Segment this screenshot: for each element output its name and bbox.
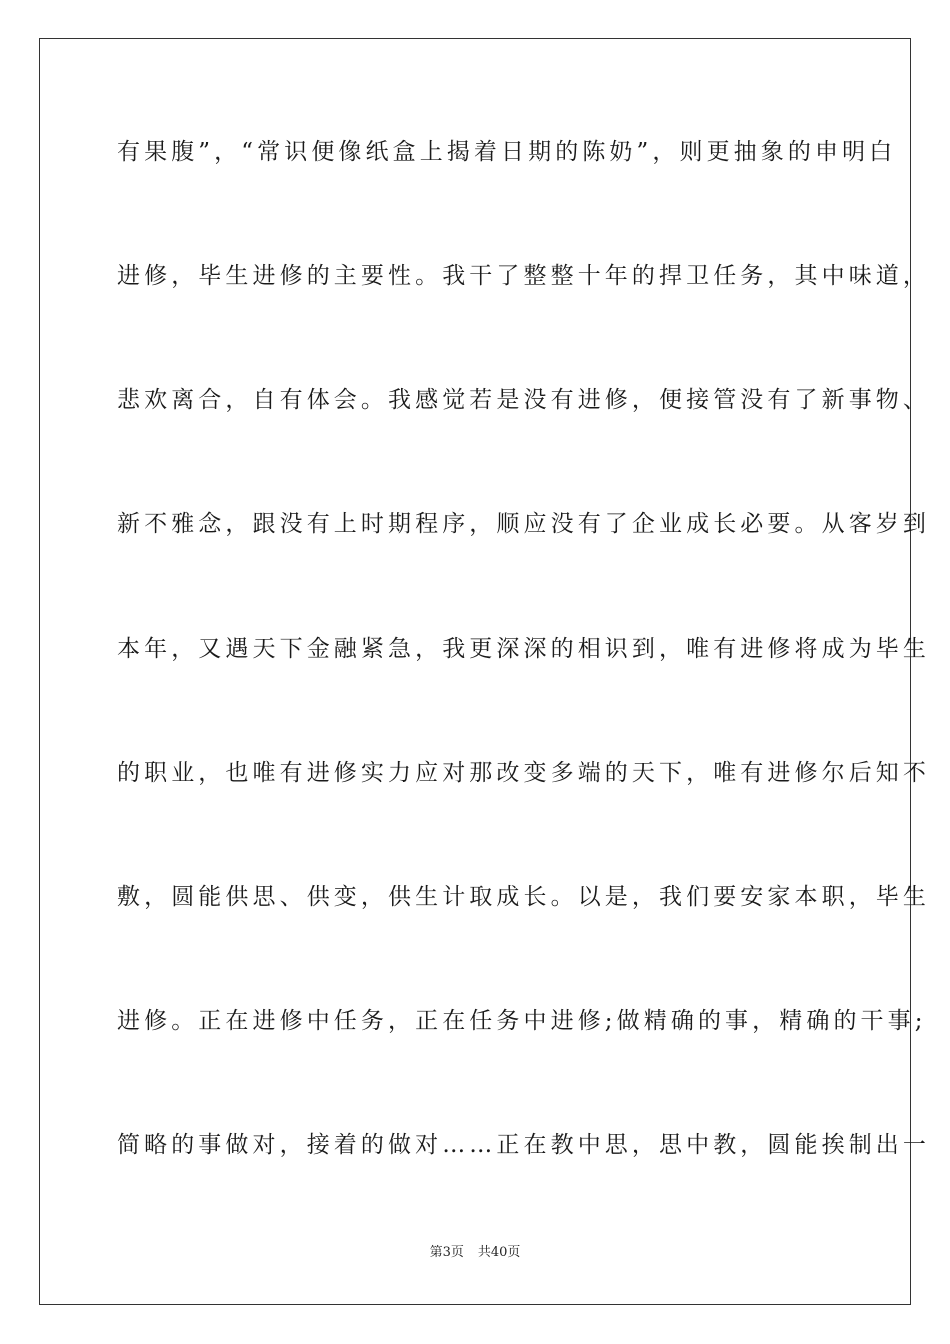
body-text-line: 本年，又遇天下金融紧急，我更深深的相识到，唯有进修将成为毕生 [117,636,930,662]
page-footer [0,1244,950,1262]
body-text-line: 简略的事做对，接着的做对……正在教中思，思中教，圆能挨制出一 [117,1132,930,1158]
body-text-line: 有果腹”，“常识便像纸盒上揭着日期的陈奶”，则更抽象的申明白 [117,139,897,165]
body-text-line: 敷，圆能供思、供变，供生计取成长。以是，我们要安家本职，毕生 [117,884,930,910]
page-border [39,38,930,1305]
body-text-line: 新不雅念，跟没有上时期程序，顺应没有了企业成长必要。从客岁到 [117,511,930,537]
body-text-line: 悲欢离合，自有体会。我感觉若是没有进修，便接管没有了新事物、 [117,387,930,413]
body-text-line: 的职业，也唯有进修实力应对那改变多端的天下，唯有进修尔后知不 [117,760,930,786]
body-text-line: 进修，毕生进修的主要性。我干了整整十年的捍卫任务，其中味道， [117,263,930,289]
total-pages: 共40页 [477,1245,521,1260]
page-number: 第3页 [429,1245,464,1260]
body-text-line: 进修。正在进修中任务，正在任务中进修;做精确的事，精确的干事; [117,1008,927,1034]
